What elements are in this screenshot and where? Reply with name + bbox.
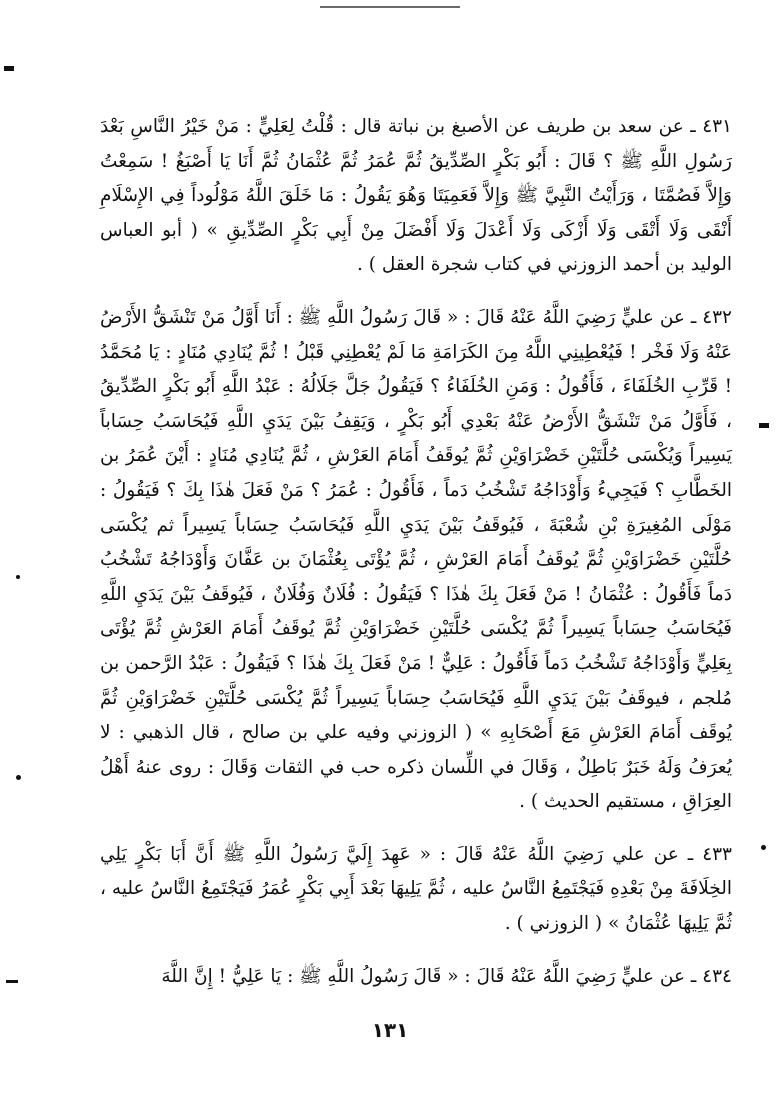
margin-mark <box>6 980 18 983</box>
hadith-434: ٤٣٤ ـ عن عليٍّ رَضِيَ اللَّهُ عَنْهُ قَالَ : « قَالَ رَسُولُ اللَّهِ ﷺ : يَا عَلِيُّ ! إِنَّ اللَّهَ <box>161 965 732 987</box>
page-body <box>100 110 732 994</box>
hadith-431: ٤٣١ ـ عن سعد بن طريف عن الأصبغ بن نباتة قال : قُلْتُ لِعَلِيٍّ : مَنْ خَيْرُ النَّاسِ بَعْدَ رَسُولِ اللَّهِ ﷺ ؟ قَالَ : أَبُو بَكْرٍ الصِّدِّيقُ ثُمَّ عُمَرُ ثُمَّ عُثْمَانُ ثُمَّ أَنَا يَا أَصْبَغُ ! سَمِعْتُ وَإِلاَّ فَصُمَّتَا ، وَرَأَيْتُ النَّبِيَّ ﷺ وَإِلاَّ فَعَمِيَتَا وَهُوَ يَقُولُ : مَا خَلَقَ اللَّهُ مَوْلُوداً فِي الإِسْلَامِ أَنْقَى وَلَا أَتْقَى وَلَا أَزْكَى وَلَا أَعْدَلَ وَلَا أَفْضَلَ مِنْ أَبِي بَكْرٍ الصِّدِّيقِ » ( أبو العباس الوليد بن أحمد الزوزني في كتاب شجرة العقل ) . <box>100 116 732 276</box>
page-number: ١٣١ <box>371 1018 409 1042</box>
margin-mark <box>16 575 20 579</box>
hadith-432: ٤٣٢ ـ عن عليٍّ رَضِيَ اللَّهُ عَنْهُ قَالَ : « قَالَ رَسُولُ اللَّهِ ﷺ : أَنَا أَوَّلُ مَنْ تَنْشَقُّ الأَرْضُ عَنْهُ وَلَا فَخْر ! فَيُعْطِينِي اللَّهُ مِنَ الكَرَامَةِ مَا لَمْ يُعْطِنِي قَبْلُ ! ثُمَّ يُنَادِي مُنَادٍ : يَا مُحَمَّدُ ! قَرِّبِ الخُلَفَاءَ ، فَأَقُولُ : وَمَنِ الخُلَفَاءُ ؟ فَيَقُولُ جَلَّ جَلَالُهُ : عَبْدُ اللَّهِ أَبُو بَكْرٍ الصِّدِّيقُ ، فَأَوَّلُ مَنْ تَنْشَقُّ الأَرْضُ عَنْهُ بَعْدِي أَبُو بَكْرٍ ، وَيَقِفُ بَيْنَ يَدَيِ اللَّهِ فَيُحَاسَبُ حِسَاباً يَسِيراً وَيُكْسَى حُلَّتَيْنِ خَضْرَاوَيْنِ ثُمَّ يُوقَفُ أَمَامَ العَرْشِ ، ثُمَّ يُنَادِي مُنَادٍ : أَيْنَ عُمَرُ بن الخَطَّابِ ؟ فَيَجِيءُ وَأَوْدَاجُهُ تَشْخُبُ دَماً ، فَأَقُولُ : عُمَرُ ؟ مَنْ فَعَلَ هٰذَا بِكَ ؟ فَيَقُولُ : مَوْلَى المُغِيرَةِ بْنِ شُعْبَةَ ، فَيُوقَفُ بَيْنَ يَدَيِ اللَّهِ فَيُحَاسَبُ حِسَاباً يَسِيراً ثم يُكْسَى حُلَّتَيْنِ خَضْرَاوَيْنِ ثُمَّ يُوقَفُ أَمَامَ العَرْشِ ، ثُمَّ يُؤْتَى بِعُثْمَانَ بن عَفَّانَ وَأَوْدَاجُهُ تَشْخُبُ دَماً فَأَقُولُ : عُثْمَانُ ! مَنْ فَعَلَ بِكَ هٰذَا ؟ فَيَقُولُ : فُلَانٌ وَفُلَانٌ ، فَيُوقَفُ بَيْنَ يَدَيِ اللَّهِ فَيُحَاسَبُ حِسَاباً يَسِيراً ثُمَّ يُكْسَى حُلَّتَيْنِ خَضْرَاوَيْنِ ثُمَّ يُوقَفُ أَمَامَ العَرْشِ ثُمَّ يُؤْتَى بِعَلِيٍّ وَأَوْدَاجُهُ تَشْخُبُ دَماً فَأَقُولُ : عَلِيٌّ ! مَنْ فَعَلَ بِكَ هٰذَا ؟ فَيَقُولُ : عَبْدُ الرَّحمن بن مُلجم ، فيوقَفُ بَيْنَ يَدَيِ اللَّهِ فَيُحَاسَبُ حِسَاباً يَسِيراً ثُمَّ يُكْسَى حُلَّتَيْنِ خَضْرَاوَيْنِ ثُمَّ يُوقَف أَمَامَ العَرْشِ مَعَ أَصْحَابِهِ » ( الزوزني وفيه علي بن صالح ، قال الذهبي : لا يُعرَفُ وَلَهُ خَبَرٌ بَاطِلٌ ، وَقَالَ في اللِّسان ذكره حب في الثقات وَقَالَ : روى عنهُ أَهْلُ العِرَاقِ ، مستقيم الحديث ) . <box>100 306 732 813</box>
margin-mark <box>761 845 766 850</box>
hadith-433: ٤٣٣ ـ عن علي رَضِيَ اللَّهُ عَنْهُ قَالَ : « عَهِدَ إِلَيَّ رَسُولُ اللَّهِ ﷺ أَنَّ أَبَا بَكْرٍ يَلِي الخِلَافَةَ مِنْ بَعْدِهِ فَيَجْتَمِعُ النَّاسُ عليه ، ثُمَّ يَلِيهَا بَعْدَ أَبِي بَكْرٍ عُمَرُ فَيَجْتَمِعُ النَّاسُ عليه ، ثُمَّ يَلِيهَا عُثْمَانُ » ( الزوزني ) . <box>100 843 732 935</box>
margin-mark <box>759 423 769 428</box>
top-rule <box>320 6 460 8</box>
margin-mark <box>4 66 14 71</box>
margin-mark <box>16 775 21 780</box>
